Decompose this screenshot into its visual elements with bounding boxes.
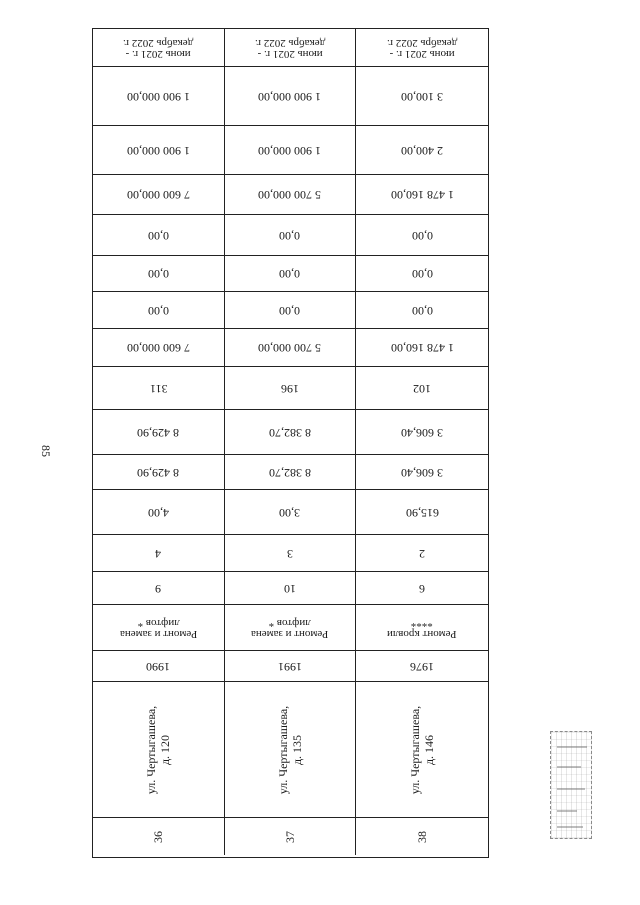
address-text: ул. Чертыгашева, д. 135 — [275, 705, 304, 794]
cell-address — [93, 682, 225, 818]
cell-cost-d — [356, 175, 488, 215]
cost-a-text: 0,00 — [279, 303, 301, 318]
cell-address — [356, 682, 488, 818]
cell-row-number — [225, 818, 357, 855]
work-type-text: Ремонт и замена лифтов * — [119, 616, 197, 640]
cell-cost-d — [225, 175, 357, 215]
max-cost-text: 3 100,00 — [401, 89, 444, 104]
year-text: 1990 — [146, 659, 171, 674]
area-total-text: 3 606,40 — [401, 465, 444, 480]
cell-entrances — [225, 535, 357, 572]
cell-residents — [93, 367, 225, 410]
floors-text: 9 — [155, 581, 162, 596]
cell-unit-cost — [93, 126, 225, 175]
cell-year — [93, 651, 225, 682]
unit-cost-text: 1 900 000,00 — [126, 143, 190, 158]
cost-d-text: 7 600 000,00 — [126, 188, 190, 202]
cell-cost-a — [356, 292, 488, 329]
year-text: 1991 — [277, 659, 302, 674]
cost-b-text: 0,00 — [411, 267, 433, 281]
cell-max-cost — [356, 67, 488, 126]
cost-b-text: 0,00 — [147, 267, 169, 281]
period-text: июнь 2021 г. - декабрь 2022 г. — [123, 36, 194, 60]
cell-area-residential — [225, 410, 357, 455]
cell-area-total — [225, 455, 357, 490]
cost-b-text: 0,00 — [279, 267, 301, 281]
cell-max-cost — [225, 67, 357, 126]
cell-cost-b — [225, 256, 357, 292]
area-total-text: 8 382,70 — [268, 465, 311, 480]
total-cost-text: 1 478 160,00 — [390, 341, 454, 355]
cost-c-text: 0,00 — [279, 228, 301, 243]
stamp-mark — [557, 826, 583, 828]
quantity-text: 4,00 — [147, 505, 169, 520]
cell-floors — [93, 572, 225, 605]
max-cost-text: 1 900 000,00 — [258, 89, 322, 104]
cell-work-type — [356, 605, 488, 651]
cell-cost-a — [93, 292, 225, 329]
cell-year — [225, 651, 357, 682]
page-number-text: 85 — [39, 445, 54, 457]
total-cost-text: 7 600 000,00 — [126, 341, 190, 355]
residents-text: 196 — [280, 381, 299, 396]
period-text: июнь 2021 г. - декабрь 2022 г. — [254, 36, 326, 60]
area-total-text: 8 429,90 — [137, 465, 180, 480]
cell-row-number — [93, 818, 225, 855]
cell-total-cost — [356, 329, 488, 367]
cell-quantity — [93, 490, 225, 535]
cell-cost-d — [93, 175, 225, 215]
unit-cost-text: 1 900 000,00 — [258, 143, 322, 158]
area-residential-text: 8 382,70 — [268, 425, 311, 440]
work-type-text: Ремонт и замена лифтов * — [251, 616, 329, 640]
address-text: ул. Чертыгашева, д. 146 — [408, 705, 437, 794]
cell-address — [225, 682, 357, 818]
cost-c-text: 0,00 — [411, 228, 433, 243]
cell-work-type — [225, 605, 357, 651]
quantity-text: 615,90 — [405, 505, 439, 520]
cell-floors — [356, 572, 488, 605]
cost-c-text: 0,00 — [147, 228, 169, 243]
address-text: ул. Чертыгашева, д. 120 — [144, 705, 173, 794]
cell-area-residential — [93, 410, 225, 455]
cost-a-text: 0,00 — [411, 303, 433, 318]
cell-cost-b — [356, 256, 488, 292]
cell-unit-cost — [225, 126, 357, 175]
quantity-text: 3,00 — [279, 505, 301, 520]
cell-year — [356, 651, 488, 682]
cell-work-type — [93, 605, 225, 651]
approval-stamp — [550, 731, 592, 839]
total-cost-text: 5 700 000,00 — [258, 341, 322, 355]
cell-cost-c — [93, 215, 225, 256]
cell-area-total — [356, 455, 488, 490]
residents-text: 311 — [149, 381, 168, 396]
cell-quantity — [225, 490, 357, 535]
row-number-text: 37 — [282, 830, 297, 843]
max-cost-text: 1 900 000,00 — [126, 89, 190, 104]
cost-d-text: 5 700 000,00 — [258, 188, 322, 202]
cell-total-cost — [93, 329, 225, 367]
stamp-mark — [557, 788, 585, 790]
stamp-mark — [557, 766, 581, 768]
cell-period — [93, 29, 225, 67]
cell-quantity — [356, 490, 488, 535]
area-residential-text: 3 606,40 — [401, 425, 444, 440]
residents-text: 102 — [413, 381, 432, 396]
cell-cost-c — [225, 215, 357, 256]
cell-area-total — [93, 455, 225, 490]
unit-cost-text: 2 400,00 — [401, 143, 444, 158]
floors-text: 10 — [283, 581, 296, 596]
repair-program-table — [92, 28, 489, 858]
cell-entrances — [356, 535, 488, 572]
cell-area-residential — [356, 410, 488, 455]
cell-row-number — [356, 818, 488, 855]
row-number-text: 38 — [415, 830, 430, 843]
cell-cost-a — [225, 292, 357, 329]
entrances-text: 4 — [155, 546, 162, 561]
cell-residents — [356, 367, 488, 410]
period-text: июнь 2021 г. - декабрь 2022 г. — [387, 36, 458, 60]
cost-d-text: 1 478 160,00 — [390, 188, 454, 202]
cell-cost-b — [93, 256, 225, 292]
stamp-mark — [557, 746, 587, 748]
cell-entrances — [93, 535, 225, 572]
entrances-text: 3 — [286, 546, 293, 561]
cell-period — [225, 29, 357, 67]
floors-text: 6 — [419, 581, 426, 596]
cost-a-text: 0,00 — [147, 303, 169, 318]
cell-cost-c — [356, 215, 488, 256]
cell-period — [356, 29, 488, 67]
page-number — [38, 443, 54, 459]
cell-max-cost — [93, 67, 225, 126]
area-residential-text: 8 429,90 — [137, 425, 180, 440]
year-text: 1976 — [410, 659, 435, 674]
work-type-text: Ремонт кровли **** — [387, 616, 457, 640]
cell-residents — [225, 367, 357, 410]
row-number-text: 36 — [151, 830, 166, 843]
cell-unit-cost — [356, 126, 488, 175]
stamp-mark — [557, 810, 577, 812]
cell-total-cost — [225, 329, 357, 367]
cell-floors — [225, 572, 357, 605]
entrances-text: 2 — [419, 546, 426, 561]
